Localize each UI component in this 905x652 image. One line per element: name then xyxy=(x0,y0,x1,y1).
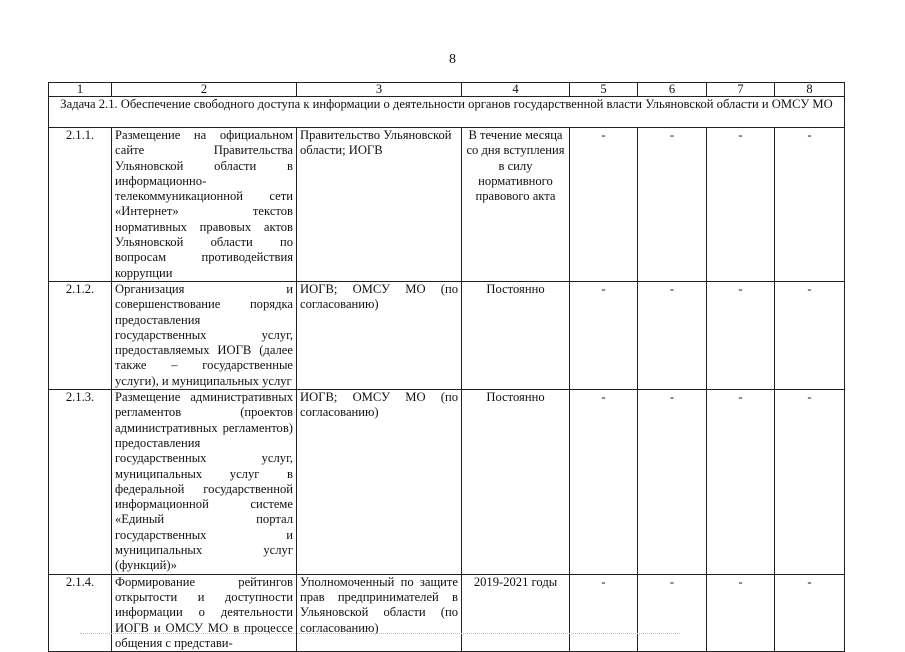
cell-col6: - xyxy=(638,128,707,282)
measures-table xyxy=(48,82,845,652)
measure-term: 2019-2021 годы xyxy=(462,574,570,651)
column-header: 3 xyxy=(297,83,462,97)
measure-description: Организация и совершенствование порядка предоставления государственных услуг, предоставляемых ИОГВ (далее также – государственные услуги), и муниципальных услуг xyxy=(112,281,297,389)
task-row xyxy=(49,97,845,128)
measure-executor: Уполномоченный по защите прав предпринимателей в Ульяновской области (по согласованию) xyxy=(297,574,462,651)
measure-description: Размещение административных регламентов (проектов административных регламентов) предоставления государственных услуг, муниципальных услуг в федеральной государственной информационной системе «Единый портал государственных и муниципальных услуг (функций)» xyxy=(112,390,297,575)
cell-col8: - xyxy=(775,574,845,651)
column-header: 1 xyxy=(49,83,112,97)
measure-executor: ИОГВ; ОМСУ МО (по согласованию) xyxy=(297,390,462,575)
cell-col6: - xyxy=(638,390,707,575)
cell-col5: - xyxy=(570,574,638,651)
column-header: 2 xyxy=(112,83,297,97)
cell-col7: - xyxy=(707,390,775,575)
column-header: 6 xyxy=(638,83,707,97)
cell-col7: - xyxy=(707,574,775,651)
measure-term: Постоянно xyxy=(462,390,570,575)
measure-term: В течение месяца со дня вступления в силу нормативного правового акта xyxy=(462,128,570,282)
cell-col7: - xyxy=(707,281,775,389)
table-row xyxy=(49,128,845,282)
measure-description: Формирование рейтингов открытости и доступности информации о деятельности ИОГВ и ОМСУ МО в процессе общения с представи- xyxy=(112,574,297,651)
column-header: 7 xyxy=(707,83,775,97)
cell-col6: - xyxy=(638,574,707,651)
measure-number: 2.1.2. xyxy=(49,281,112,389)
cell-col6: - xyxy=(638,281,707,389)
column-header: 5 xyxy=(570,83,638,97)
cell-col8: - xyxy=(775,390,845,575)
measure-number: 2.1.1. xyxy=(49,128,112,282)
cell-col5: - xyxy=(570,128,638,282)
measure-number: 2.1.4. xyxy=(49,574,112,651)
column-header: 4 xyxy=(462,83,570,97)
measure-description: Размещение на официальном сайте Правительства Ульяновской области в информационно-телекоммуникационной сети «Интернет» текстов нормативных правовых актов Ульяновской области по вопросам противодействия коррупции xyxy=(112,128,297,282)
scan-artifact-line xyxy=(80,633,680,635)
task-title: Задача 2.1. Обеспечение свободного доступа к информации о деятельности органов государственной власти Ульяновской области и ОМСУ МО xyxy=(49,97,845,128)
table-row xyxy=(49,390,845,575)
cell-col5: - xyxy=(570,281,638,389)
column-header: 8 xyxy=(775,83,845,97)
measure-executor: ИОГВ; ОМСУ МО (по согласованию) xyxy=(297,281,462,389)
cell-col8: - xyxy=(775,281,845,389)
table-row xyxy=(49,281,845,389)
page-number: 8 xyxy=(449,52,456,67)
column-number-row xyxy=(49,83,845,97)
measure-number: 2.1.3. xyxy=(49,390,112,575)
cell-col7: - xyxy=(707,128,775,282)
measure-executor: Правительство Ульяновской области; ИОГВ xyxy=(297,128,462,282)
cell-col8: - xyxy=(775,128,845,282)
cell-col5: - xyxy=(570,390,638,575)
measure-term: Постоянно xyxy=(462,281,570,389)
